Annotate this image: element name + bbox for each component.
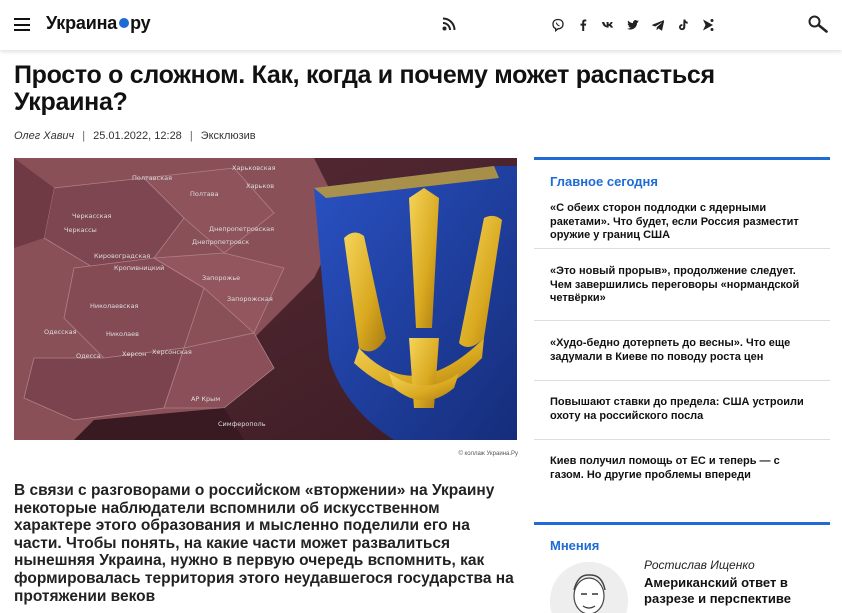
article-lead: В связи с разговорами о российском «вторжении» на Украину некоторые наблюдатели вспомнили об искусственном характере этого образования и мысленно поделили его на части. Чтобы понять, на какие части может развалиться нынешняя Украина, нужно в первую очередь вспомнить, как формировалась территория этого неудавшегося государства на протяжении веков [14, 482, 514, 605]
logo-text-right: ру [130, 13, 151, 33]
site-logo[interactable] [46, 13, 150, 34]
map-label: Запорожская [227, 295, 273, 303]
social-links [545, 15, 720, 35]
news-item[interactable]: «С обеих сторон подлодки с ядерными ракетами». Что будет, если Россия разместит оружие у границ США [534, 192, 830, 249]
article-meta [14, 130, 256, 142]
map-label: Харьковская [232, 164, 276, 172]
map-label: Херсонская [152, 348, 192, 356]
article-author[interactable]: Олег Хавич [14, 130, 75, 142]
map-label: Симферополь [218, 420, 266, 428]
opinions-title[interactable]: Мнения [550, 538, 600, 553]
map-label: Полтава [190, 190, 219, 198]
main-today-block [534, 157, 830, 492]
map-label: Одесса [76, 352, 101, 360]
meta-separator: | [82, 130, 86, 142]
map-label: Черкасская [72, 212, 112, 220]
news-item[interactable]: «Худо-бедно дотерпеть до весны». Что еще задумали в Киеве по поводу роста цен [534, 321, 830, 381]
article-hero-image [14, 158, 517, 440]
menu-icon[interactable] [14, 18, 30, 31]
map-label: АР Крым [191, 395, 221, 403]
map-label: Днепропетровск [192, 238, 250, 246]
opinion-author[interactable]: Ростислав Ищенко [644, 558, 755, 572]
map-label: Черкассы [64, 226, 97, 234]
article-category[interactable]: Эксклюзив [200, 130, 256, 142]
main-today-title[interactable]: Главное сегодня [550, 174, 658, 189]
map-label: Херсон [122, 350, 147, 358]
map-label: Кировоградская [94, 252, 151, 260]
opinions-block [534, 522, 830, 606]
site-header [0, 0, 842, 50]
rss-icon[interactable] [442, 17, 456, 31]
map-label: Николаев [106, 330, 139, 338]
logo-text-left: Украина [46, 13, 118, 33]
tiktok-icon[interactable] [670, 15, 695, 35]
map-label: Николаевская [90, 302, 139, 310]
map-label: Запорожье [202, 274, 241, 282]
map-label: Харьков [246, 182, 275, 190]
search-icon[interactable] [808, 15, 828, 33]
news-item[interactable]: «Это новый прорыв», продолжение следует. Чем завершились переговоры «нормандской четвёрки» [534, 249, 830, 321]
news-item[interactable]: Повышают ставки до предела: США устроили охоту на российского посла [534, 381, 830, 440]
twitter-icon[interactable] [620, 15, 645, 35]
vk-icon[interactable] [595, 15, 620, 35]
meta-separator: | [189, 130, 193, 142]
viber-icon[interactable] [545, 15, 570, 35]
map-label: Полтавская [132, 174, 173, 182]
opinion-headline[interactable]: Американский ответ в разрезе и перспективе [644, 575, 791, 606]
yandex-zen-icon[interactable] [695, 15, 720, 35]
map-label: Кропивницкий [114, 264, 165, 272]
map-label: Днепропетровская [209, 225, 275, 233]
telegram-icon[interactable] [645, 15, 670, 35]
logo-dot-icon [119, 18, 129, 28]
opinion-author-avatar[interactable] [550, 562, 628, 613]
map-label: Одесская [44, 328, 77, 336]
news-item[interactable]: Киев получил помощь от ЕС и теперь — с газом. Но другие проблемы впереди [550, 455, 780, 481]
article-title: Просто о сложном. Как, когда и почему может распасться Украина? [14, 61, 715, 116]
facebook-icon[interactable] [570, 15, 595, 35]
article-date: 25.01.2022, 12:28 [93, 130, 182, 142]
image-caption: © коллаж Украина.Ру [458, 451, 518, 457]
